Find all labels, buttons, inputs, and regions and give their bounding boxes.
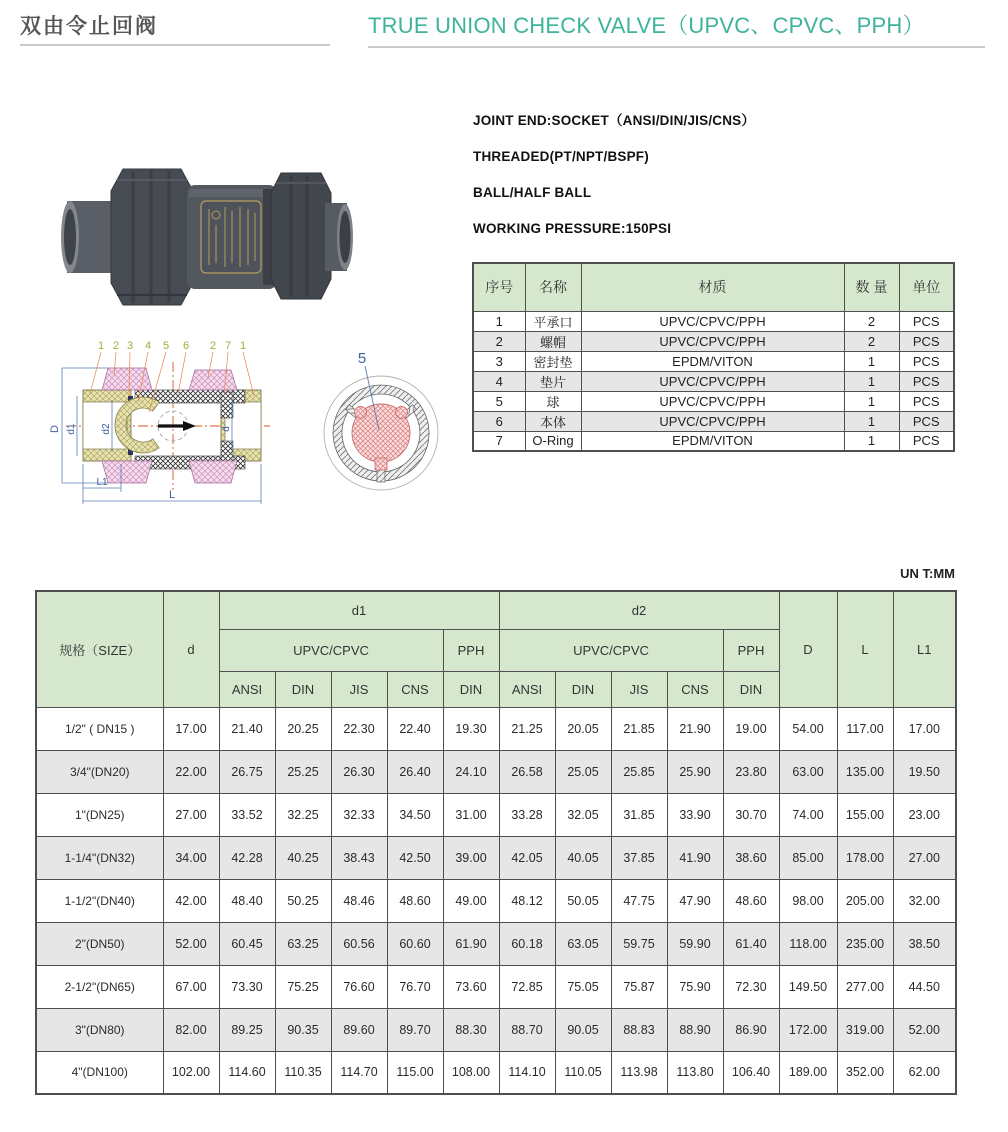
table-cell: 48.60 xyxy=(387,879,443,922)
table-cell: 60.60 xyxy=(387,922,443,965)
table-cell: 1-1/2"(DN40) xyxy=(36,879,163,922)
table-cell: 21.90 xyxy=(667,707,723,750)
table-cell: 89.70 xyxy=(387,1008,443,1051)
size-header-row-1 xyxy=(36,591,956,629)
table-cell: 76.70 xyxy=(387,965,443,1008)
table-cell: 25.05 xyxy=(555,750,611,793)
table-cell: 235.00 xyxy=(837,922,893,965)
table-cell: PCS xyxy=(899,331,954,351)
svg-text:2: 2 xyxy=(112,340,120,352)
drawing-left-nut xyxy=(102,368,152,390)
table-row xyxy=(473,331,954,351)
table-cell: 2 xyxy=(473,331,525,351)
table-row xyxy=(36,793,956,836)
table-cell: 密封垫 xyxy=(525,351,581,371)
size-std-ansi-d2: ANSI xyxy=(499,671,555,707)
table-cell: 135.00 xyxy=(837,750,893,793)
table-cell: 42.28 xyxy=(219,836,275,879)
table-cell: 25.90 xyxy=(667,750,723,793)
table-cell: UPVC/CPVC/PPH xyxy=(581,331,844,351)
table-cell: 球 xyxy=(525,391,581,411)
table-row xyxy=(473,431,954,451)
table-cell: 319.00 xyxy=(837,1008,893,1051)
photo-right-union-nut xyxy=(271,173,331,299)
table-cell: 42.00 xyxy=(163,879,219,922)
table-cell: 26.75 xyxy=(219,750,275,793)
table-cell: 98.00 xyxy=(779,879,837,922)
svg-text:d2: d2 xyxy=(101,423,112,435)
table-cell: PCS xyxy=(899,431,954,451)
table-cell: 32.33 xyxy=(331,793,387,836)
table-cell: 88.70 xyxy=(499,1008,555,1051)
table-cell: 115.00 xyxy=(387,1051,443,1094)
table-cell: 72.30 xyxy=(723,965,779,1008)
table-cell: 2"(DN50) xyxy=(36,922,163,965)
table-cell: O-Ring xyxy=(525,431,581,451)
table-cell: 50.25 xyxy=(275,879,331,922)
table-cell: 50.05 xyxy=(555,879,611,922)
cross-section-view xyxy=(49,340,270,504)
svg-text:6: 6 xyxy=(182,340,190,352)
table-cell: 48.40 xyxy=(219,879,275,922)
parts-col-material: 材质 xyxy=(581,263,844,311)
table-cell: 277.00 xyxy=(837,965,893,1008)
table-cell: 38.60 xyxy=(723,836,779,879)
table-row xyxy=(36,922,956,965)
table-cell: 75.25 xyxy=(275,965,331,1008)
table-cell: 19.30 xyxy=(443,707,499,750)
table-cell: PCS xyxy=(899,371,954,391)
table-cell: 33.52 xyxy=(219,793,275,836)
size-col-size: 规格（SIZE） xyxy=(36,591,163,707)
table-cell: 1 xyxy=(844,371,899,391)
size-std-cns-d1: CNS xyxy=(387,671,443,707)
table-cell: 40.25 xyxy=(275,836,331,879)
size-std-jis-d2: JIS xyxy=(611,671,667,707)
table-cell: 59.75 xyxy=(611,922,667,965)
end-view xyxy=(324,350,438,490)
table-row xyxy=(473,311,954,331)
drawing-right-nut xyxy=(189,370,237,390)
table-cell: 38.50 xyxy=(893,922,956,965)
table-cell: 平承口 xyxy=(525,311,581,331)
size-std-din-pph-d1: DIN xyxy=(443,671,499,707)
svg-text:d: d xyxy=(221,426,232,432)
svg-text:D: D xyxy=(49,425,61,433)
table-cell: 3/4"(DN20) xyxy=(36,750,163,793)
table-cell: 88.83 xyxy=(611,1008,667,1051)
table-cell: 114.10 xyxy=(499,1051,555,1094)
table-cell: 48.46 xyxy=(331,879,387,922)
size-group-d1: d1 xyxy=(219,591,499,629)
size-std-din-d2: DIN xyxy=(555,671,611,707)
spec-threaded: THREADED(PT/NPT/BSPF) xyxy=(473,149,649,164)
table-cell: 26.58 xyxy=(499,750,555,793)
table-cell: 42.05 xyxy=(499,836,555,879)
table-cell: 149.50 xyxy=(779,965,837,1008)
page-title-chinese: 双由令止回阀 xyxy=(20,15,158,38)
table-row xyxy=(36,707,956,750)
svg-text:5: 5 xyxy=(162,340,170,352)
table-cell: 110.35 xyxy=(275,1051,331,1094)
table-cell: 102.00 xyxy=(163,1051,219,1094)
table-cell: 89.25 xyxy=(219,1008,275,1051)
table-cell: EPDM/VITON xyxy=(581,431,844,451)
size-group-pph-d2: PPH xyxy=(723,629,779,671)
table-cell: 38.43 xyxy=(331,836,387,879)
table-cell: 75.90 xyxy=(667,965,723,1008)
table-cell: 54.00 xyxy=(779,707,837,750)
size-std-din-d1: DIN xyxy=(275,671,331,707)
table-cell: 19.50 xyxy=(893,750,956,793)
table-row xyxy=(36,836,956,879)
table-cell: 4"(DN100) xyxy=(36,1051,163,1094)
table-cell: 106.40 xyxy=(723,1051,779,1094)
table-cell: 33.28 xyxy=(499,793,555,836)
table-cell: 63.25 xyxy=(275,922,331,965)
table-cell: 3"(DN80) xyxy=(36,1008,163,1051)
parts-col-unit: 单位 xyxy=(899,263,954,311)
table-cell: 172.00 xyxy=(779,1008,837,1051)
table-cell: UPVC/CPVC/PPH xyxy=(581,371,844,391)
table-cell: 30.70 xyxy=(723,793,779,836)
spec-list xyxy=(473,114,755,236)
page-title-english: TRUE UNION CHECK VALVE（UPVC、CPVC、PPH） xyxy=(368,13,925,38)
table-cell: 73.60 xyxy=(443,965,499,1008)
table-cell: 42.50 xyxy=(387,836,443,879)
photo-label xyxy=(201,201,261,273)
table-cell: PCS xyxy=(899,391,954,411)
size-col-L1: L1 xyxy=(893,591,956,707)
table-cell: 1-1/4"(DN32) xyxy=(36,836,163,879)
table-cell: 22.40 xyxy=(387,707,443,750)
table-cell: 82.00 xyxy=(163,1008,219,1051)
table-cell: 2 xyxy=(844,331,899,351)
table-row xyxy=(36,965,956,1008)
table-cell: 155.00 xyxy=(837,793,893,836)
table-cell: 76.60 xyxy=(331,965,387,1008)
svg-text:d1: d1 xyxy=(66,423,77,435)
table-cell: 20.25 xyxy=(275,707,331,750)
table-cell: 75.87 xyxy=(611,965,667,1008)
table-cell: 6 xyxy=(473,411,525,431)
svg-text:3: 3 xyxy=(126,340,134,352)
svg-text:L1: L1 xyxy=(96,477,108,488)
table-cell: 37.85 xyxy=(611,836,667,879)
size-col-d: d xyxy=(163,591,219,707)
table-cell: 85.00 xyxy=(779,836,837,879)
table-cell: 34.00 xyxy=(163,836,219,879)
table-cell: 352.00 xyxy=(837,1051,893,1094)
table-cell: 25.25 xyxy=(275,750,331,793)
spec-ball: BALL/HALF BALL xyxy=(473,185,592,200)
table-cell: 23.00 xyxy=(893,793,956,836)
size-col-D: D xyxy=(779,591,837,707)
title-divider-right xyxy=(368,46,985,48)
table-cell: 2-1/2"(DN65) xyxy=(36,965,163,1008)
table-row xyxy=(473,411,954,431)
table-cell: 88.30 xyxy=(443,1008,499,1051)
size-group-pph-d1: PPH xyxy=(443,629,499,671)
table-cell: 61.90 xyxy=(443,922,499,965)
table-cell: 72.85 xyxy=(499,965,555,1008)
svg-text:7: 7 xyxy=(224,340,232,352)
table-cell: 52.00 xyxy=(893,1008,956,1051)
table-cell: UPVC/CPVC/PPH xyxy=(581,311,844,331)
table-cell: PCS xyxy=(899,311,954,331)
table-cell: 20.05 xyxy=(555,707,611,750)
table-cell: 1 xyxy=(844,431,899,451)
table-cell: 39.00 xyxy=(443,836,499,879)
table-cell: UPVC/CPVC/PPH xyxy=(581,391,844,411)
table-cell: 24.10 xyxy=(443,750,499,793)
table-cell: 41.90 xyxy=(667,836,723,879)
table-cell: 21.85 xyxy=(611,707,667,750)
table-cell: 19.00 xyxy=(723,707,779,750)
table-cell: 110.05 xyxy=(555,1051,611,1094)
table-cell: 205.00 xyxy=(837,879,893,922)
table-cell: 48.12 xyxy=(499,879,555,922)
table-cell: 62.00 xyxy=(893,1051,956,1094)
title-divider-left xyxy=(20,44,330,46)
table-cell: 63.00 xyxy=(779,750,837,793)
table-cell: 63.05 xyxy=(555,922,611,965)
table-cell: 178.00 xyxy=(837,836,893,879)
table-cell: 113.80 xyxy=(667,1051,723,1094)
table-cell: 34.50 xyxy=(387,793,443,836)
parts-col-name: 名称 xyxy=(525,263,581,311)
table-cell: 86.90 xyxy=(723,1008,779,1051)
table-cell: 108.00 xyxy=(443,1051,499,1094)
table-cell: 27.00 xyxy=(893,836,956,879)
table-cell: 1/2" ( DN15 ) xyxy=(36,707,163,750)
svg-text:L: L xyxy=(168,489,176,501)
table-cell: 32.05 xyxy=(555,793,611,836)
table-cell: 60.45 xyxy=(219,922,275,965)
table-cell: 114.70 xyxy=(331,1051,387,1094)
table-cell: 59.90 xyxy=(667,922,723,965)
table-cell: 114.60 xyxy=(219,1051,275,1094)
table-cell: 25.85 xyxy=(611,750,667,793)
table-cell: 32.25 xyxy=(275,793,331,836)
table-cell: 118.00 xyxy=(779,922,837,965)
svg-text:4: 4 xyxy=(144,340,152,352)
svg-text:2: 2 xyxy=(209,340,217,352)
table-cell: UPVC/CPVC/PPH xyxy=(581,411,844,431)
table-cell: 26.40 xyxy=(387,750,443,793)
table-cell: 本体 xyxy=(525,411,581,431)
unit-note: UN T:MM xyxy=(900,566,955,581)
table-cell: 5 xyxy=(473,391,525,411)
table-cell: 47.90 xyxy=(667,879,723,922)
callout-numbers xyxy=(98,340,246,352)
table-cell: 17.00 xyxy=(893,707,956,750)
table-row xyxy=(36,1051,956,1094)
table-cell: EPDM/VITON xyxy=(581,351,844,371)
size-std-ansi-d1: ANSI xyxy=(219,671,275,707)
table-cell: 3 xyxy=(473,351,525,371)
table-cell: 52.00 xyxy=(163,922,219,965)
spec-working-pressure: WORKING PRESSURE:150PSI xyxy=(473,221,672,236)
table-cell: 61.40 xyxy=(723,922,779,965)
table-cell: 75.05 xyxy=(555,965,611,1008)
table-cell: 4 xyxy=(473,371,525,391)
size-group-upvc-d1: UPVC/CPVC xyxy=(219,629,443,671)
table-cell: 88.90 xyxy=(667,1008,723,1051)
table-row xyxy=(473,371,954,391)
table-cell: 31.00 xyxy=(443,793,499,836)
table-row xyxy=(36,1008,956,1051)
table-cell: 40.05 xyxy=(555,836,611,879)
size-group-d2: d2 xyxy=(499,591,779,629)
table-cell: 117.00 xyxy=(837,707,893,750)
table-cell: 48.60 xyxy=(723,879,779,922)
table-cell: PCS xyxy=(899,411,954,431)
table-row xyxy=(36,879,956,922)
table-cell: 67.00 xyxy=(163,965,219,1008)
technical-drawing xyxy=(28,336,452,536)
table-cell: 1 xyxy=(844,411,899,431)
spec-joint-end: JOINT END:SOCKET（ANSI/DIN/JIS/CNS） xyxy=(473,113,756,128)
table-row xyxy=(473,391,954,411)
table-cell: 1 xyxy=(473,311,525,331)
table-cell: 21.40 xyxy=(219,707,275,750)
table-cell: 1 xyxy=(844,351,899,371)
table-row xyxy=(473,351,954,371)
table-cell: 33.90 xyxy=(667,793,723,836)
table-cell: 22.00 xyxy=(163,750,219,793)
table-cell: 44.50 xyxy=(893,965,956,1008)
table-cell: 22.30 xyxy=(331,707,387,750)
table-cell: 17.00 xyxy=(163,707,219,750)
table-cell: 89.60 xyxy=(331,1008,387,1051)
table-cell: 螺帽 xyxy=(525,331,581,351)
size-std-cns-d2: CNS xyxy=(667,671,723,707)
table-cell: 32.00 xyxy=(893,879,956,922)
table-cell: 31.85 xyxy=(611,793,667,836)
table-cell: 73.30 xyxy=(219,965,275,1008)
table-cell: 47.75 xyxy=(611,879,667,922)
table-cell: 23.80 xyxy=(723,750,779,793)
table-cell: 60.18 xyxy=(499,922,555,965)
size-std-jis-d1: JIS xyxy=(331,671,387,707)
table-cell: 113.98 xyxy=(611,1051,667,1094)
table-cell: 21.25 xyxy=(499,707,555,750)
size-col-L: L xyxy=(837,591,893,707)
size-group-upvc-d2: UPVC/CPVC xyxy=(499,629,723,671)
product-photo xyxy=(55,145,355,330)
parts-table-header-row xyxy=(473,263,954,311)
table-cell: 26.30 xyxy=(331,750,387,793)
svg-text:1: 1 xyxy=(97,340,105,352)
table-cell: 189.00 xyxy=(779,1051,837,1094)
table-cell: 49.00 xyxy=(443,879,499,922)
table-row xyxy=(36,750,956,793)
table-cell: 74.00 xyxy=(779,793,837,836)
parts-col-qty: 数 量 xyxy=(844,263,899,311)
parts-table xyxy=(472,262,955,452)
parts-col-no: 序号 xyxy=(473,263,525,311)
table-cell: PCS xyxy=(899,351,954,371)
size-table xyxy=(35,590,957,1095)
size-std-din-pph-d2: DIN xyxy=(723,671,779,707)
svg-text:1: 1 xyxy=(239,340,247,352)
table-cell: 90.05 xyxy=(555,1008,611,1051)
table-cell: 7 xyxy=(473,431,525,451)
end-view-callout: 5 xyxy=(357,350,367,367)
table-cell: 2 xyxy=(844,311,899,331)
table-cell: 60.56 xyxy=(331,922,387,965)
table-cell: 27.00 xyxy=(163,793,219,836)
table-cell: 90.35 xyxy=(275,1008,331,1051)
table-cell: 垫片 xyxy=(525,371,581,391)
table-cell: 1 xyxy=(844,391,899,411)
table-cell: 1"(DN25) xyxy=(36,793,163,836)
